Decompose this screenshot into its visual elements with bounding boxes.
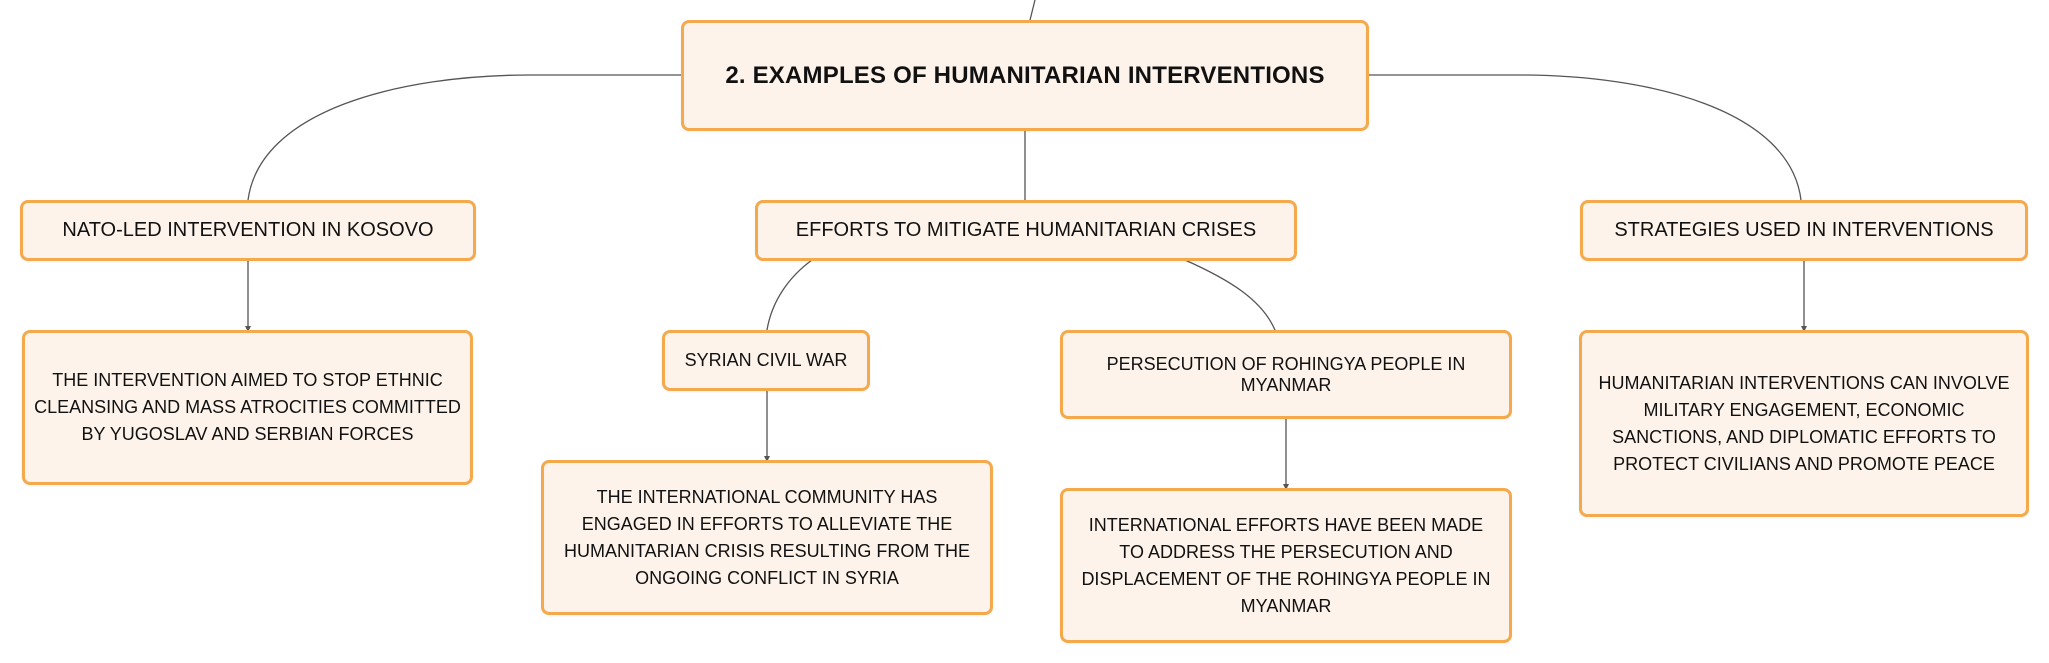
detail-node-syria[interactable]	[541, 460, 993, 615]
branch-node-strategies[interactable]	[1580, 200, 2028, 261]
branch-label-efforts: EFFORTS TO MITIGATE HUMANITARIAN CRISES	[795, 219, 1257, 241]
detail-text-syria: THE INTERNATIONAL COMMUNITY HAS ENGAGED IN EFFORTS TO ALLEVIATE THE HUMANITARIAN CRISIS RESULTING FROM THE ONGOING CONFLICT IN SYRIA	[563, 486, 971, 588]
root-node[interactable]	[681, 20, 1369, 131]
child-node-rohingya[interactable]	[1060, 330, 1512, 419]
connector-efforts-to-rohingya	[1185, 260, 1275, 330]
branch-node-efforts[interactable]	[755, 200, 1297, 261]
detail-text-rohingya: INTERNATIONAL EFFORTS HAVE BEEN MADE TO ADDRESS THE PERSECUTION AND DISPLACEMENT OF THE ROHINGYA PEOPLE IN MYANMAR	[1081, 514, 1491, 616]
detail-text-kosovo: THE INTERVENTION AIMED TO STOP ETHNIC CLEANSING AND MASS ATROCITIES COMMITTED BY YUGOSLAV AND SERBIAN FORCES	[34, 370, 461, 444]
detail-node-strategies[interactable]	[1579, 330, 2029, 517]
child-node-syria[interactable]	[662, 330, 870, 391]
detail-node-kosovo[interactable]	[22, 330, 473, 485]
connector-root-to-strategies	[1368, 75, 1801, 200]
connector-root-to-kosovo	[248, 75, 682, 200]
root-label: 2. EXAMPLES OF HUMANITARIAN INTERVENTIONS	[725, 61, 1325, 89]
detail-text-strategies: HUMANITARIAN INTERVENTIONS CAN INVOLVE MILITARY ENGAGEMENT, ECONOMIC SANCTIONS, AND DIPLOMATIC EFFORTS TO PROTECT CIVILIANS AND PROMOTE PEACE	[1598, 372, 2010, 474]
connector-efforts-to-syria	[767, 260, 812, 330]
branch-label-strategies: STRATEGIES USED IN INTERVENTIONS	[1614, 219, 1994, 241]
detail-node-rohingya[interactable]	[1060, 488, 1512, 643]
child-label-rohingya: PERSECUTION OF ROHINGYA PEOPLE IN MYANMAR	[1106, 353, 1466, 395]
connector-parent-to-root	[1030, 0, 1035, 20]
child-label-syria: SYRIAN CIVIL WAR	[684, 350, 848, 370]
branch-node-kosovo[interactable]	[20, 200, 476, 261]
branch-label-kosovo: NATO-LED INTERVENTION IN KOSOVO	[62, 219, 434, 241]
